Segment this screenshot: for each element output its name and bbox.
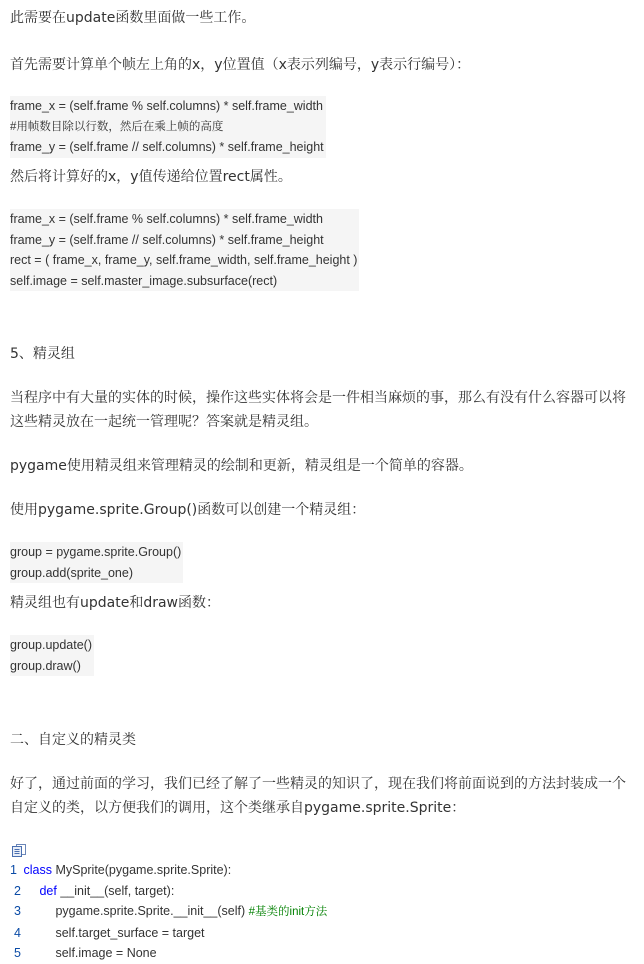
- paragraph-first: 首先需要计算单个帧左上角的x，y位置值（x表示列编号，y表示行编号）：: [10, 57, 471, 73]
- paragraph-group-2: pygame使用精灵组来管理精灵的绘制和更新，精灵组是一个简单的容器。: [10, 458, 473, 474]
- listing-line: [10, 860, 634, 881]
- code-listing: [10, 860, 634, 964]
- line-number: 5: [14, 946, 21, 960]
- listing-line: [10, 881, 634, 902]
- code-line: frame_x = (self.frame % self.columns) * self.frame_width: [10, 209, 359, 230]
- code-line: group = pygame.sprite.Group(): [10, 542, 183, 563]
- paragraph-group-1: [10, 386, 634, 434]
- code-block-3: [10, 542, 183, 583]
- code-comment: #基类的init方法: [248, 906, 328, 918]
- heading-sprite-group: 5、精灵组: [10, 346, 75, 362]
- listing-line: [10, 943, 634, 964]
- line-number: 3: [14, 904, 21, 918]
- line-number: 2: [14, 883, 21, 898]
- code-text: pygame.sprite.Sprite.__init__(self): [55, 904, 249, 918]
- paragraph-line: 这些精灵放在一起统一管理呢？答案就是精灵组。: [10, 414, 318, 430]
- line-number: 1: [10, 863, 17, 877]
- paragraph-then: 然后将计算好的x，y值传递给位置rect属性。: [10, 169, 292, 185]
- listing-line: [10, 901, 634, 923]
- code-block-1: [10, 96, 326, 158]
- code-line: group.update(): [10, 635, 94, 656]
- code-line: group.draw(): [10, 656, 94, 677]
- code-line: frame_x = (self.frame % self.columns) * self.frame_width: [10, 96, 326, 117]
- code-block-2: [10, 209, 359, 291]
- paragraph-custom: [10, 772, 634, 820]
- code-line: group.add(sprite_one): [10, 563, 183, 584]
- code-line: frame_y = (self.frame // self.columns) * self.frame_height: [10, 137, 326, 158]
- paragraph-line: 好了，通过前面的学习，我们已经了解了一些精灵的知识了，现在我们将前面说到的方法封装成一个: [10, 776, 626, 792]
- heading-custom-sprite: 二、自定义的精灵类: [10, 732, 136, 748]
- paragraph-intro: 此需要在update函数里面做一些工作。: [10, 10, 256, 26]
- paragraph-group-4: 精灵组也有update和draw函数：: [10, 595, 220, 611]
- keyword: class: [23, 863, 52, 877]
- paragraph-line: 自定义的类，以方便我们的调用，这个类继承自pygame.sprite.Sprite：: [10, 800, 466, 816]
- code-text: self.image = None: [55, 946, 157, 960]
- code-text: MySprite(pygame.sprite.Sprite):: [51, 863, 232, 877]
- code-line: self.image = self.master_image.subsurface(rect): [10, 271, 359, 292]
- code-line: frame_y = (self.frame // self.columns) * self.frame_height: [10, 230, 359, 251]
- paragraph-group-3: 使用pygame.sprite.Group()函数可以创建一个精灵组：: [10, 502, 366, 518]
- paragraph-line: 当程序中有大量的实体的时候，操作这些实体将会是一件相当麻烦的事，那么有没有什么容器可以将: [10, 390, 626, 406]
- code-line: rect = ( frame_x, frame_y, self.frame_width, self.frame_height ): [10, 250, 359, 271]
- keyword: def: [39, 883, 57, 898]
- code-text: __init__(self, target):: [56, 883, 175, 898]
- code-comment: #用帧数目除以行数，然后在乘上帧的高度: [10, 117, 326, 138]
- listing-line: [10, 923, 634, 944]
- line-number: 4: [14, 925, 21, 940]
- cutoff-line: [10, 0, 634, 2]
- code-block-4: [10, 635, 94, 676]
- code-text: self.target_surface = target: [55, 925, 205, 940]
- copy-code-icon[interactable]: [12, 844, 27, 857]
